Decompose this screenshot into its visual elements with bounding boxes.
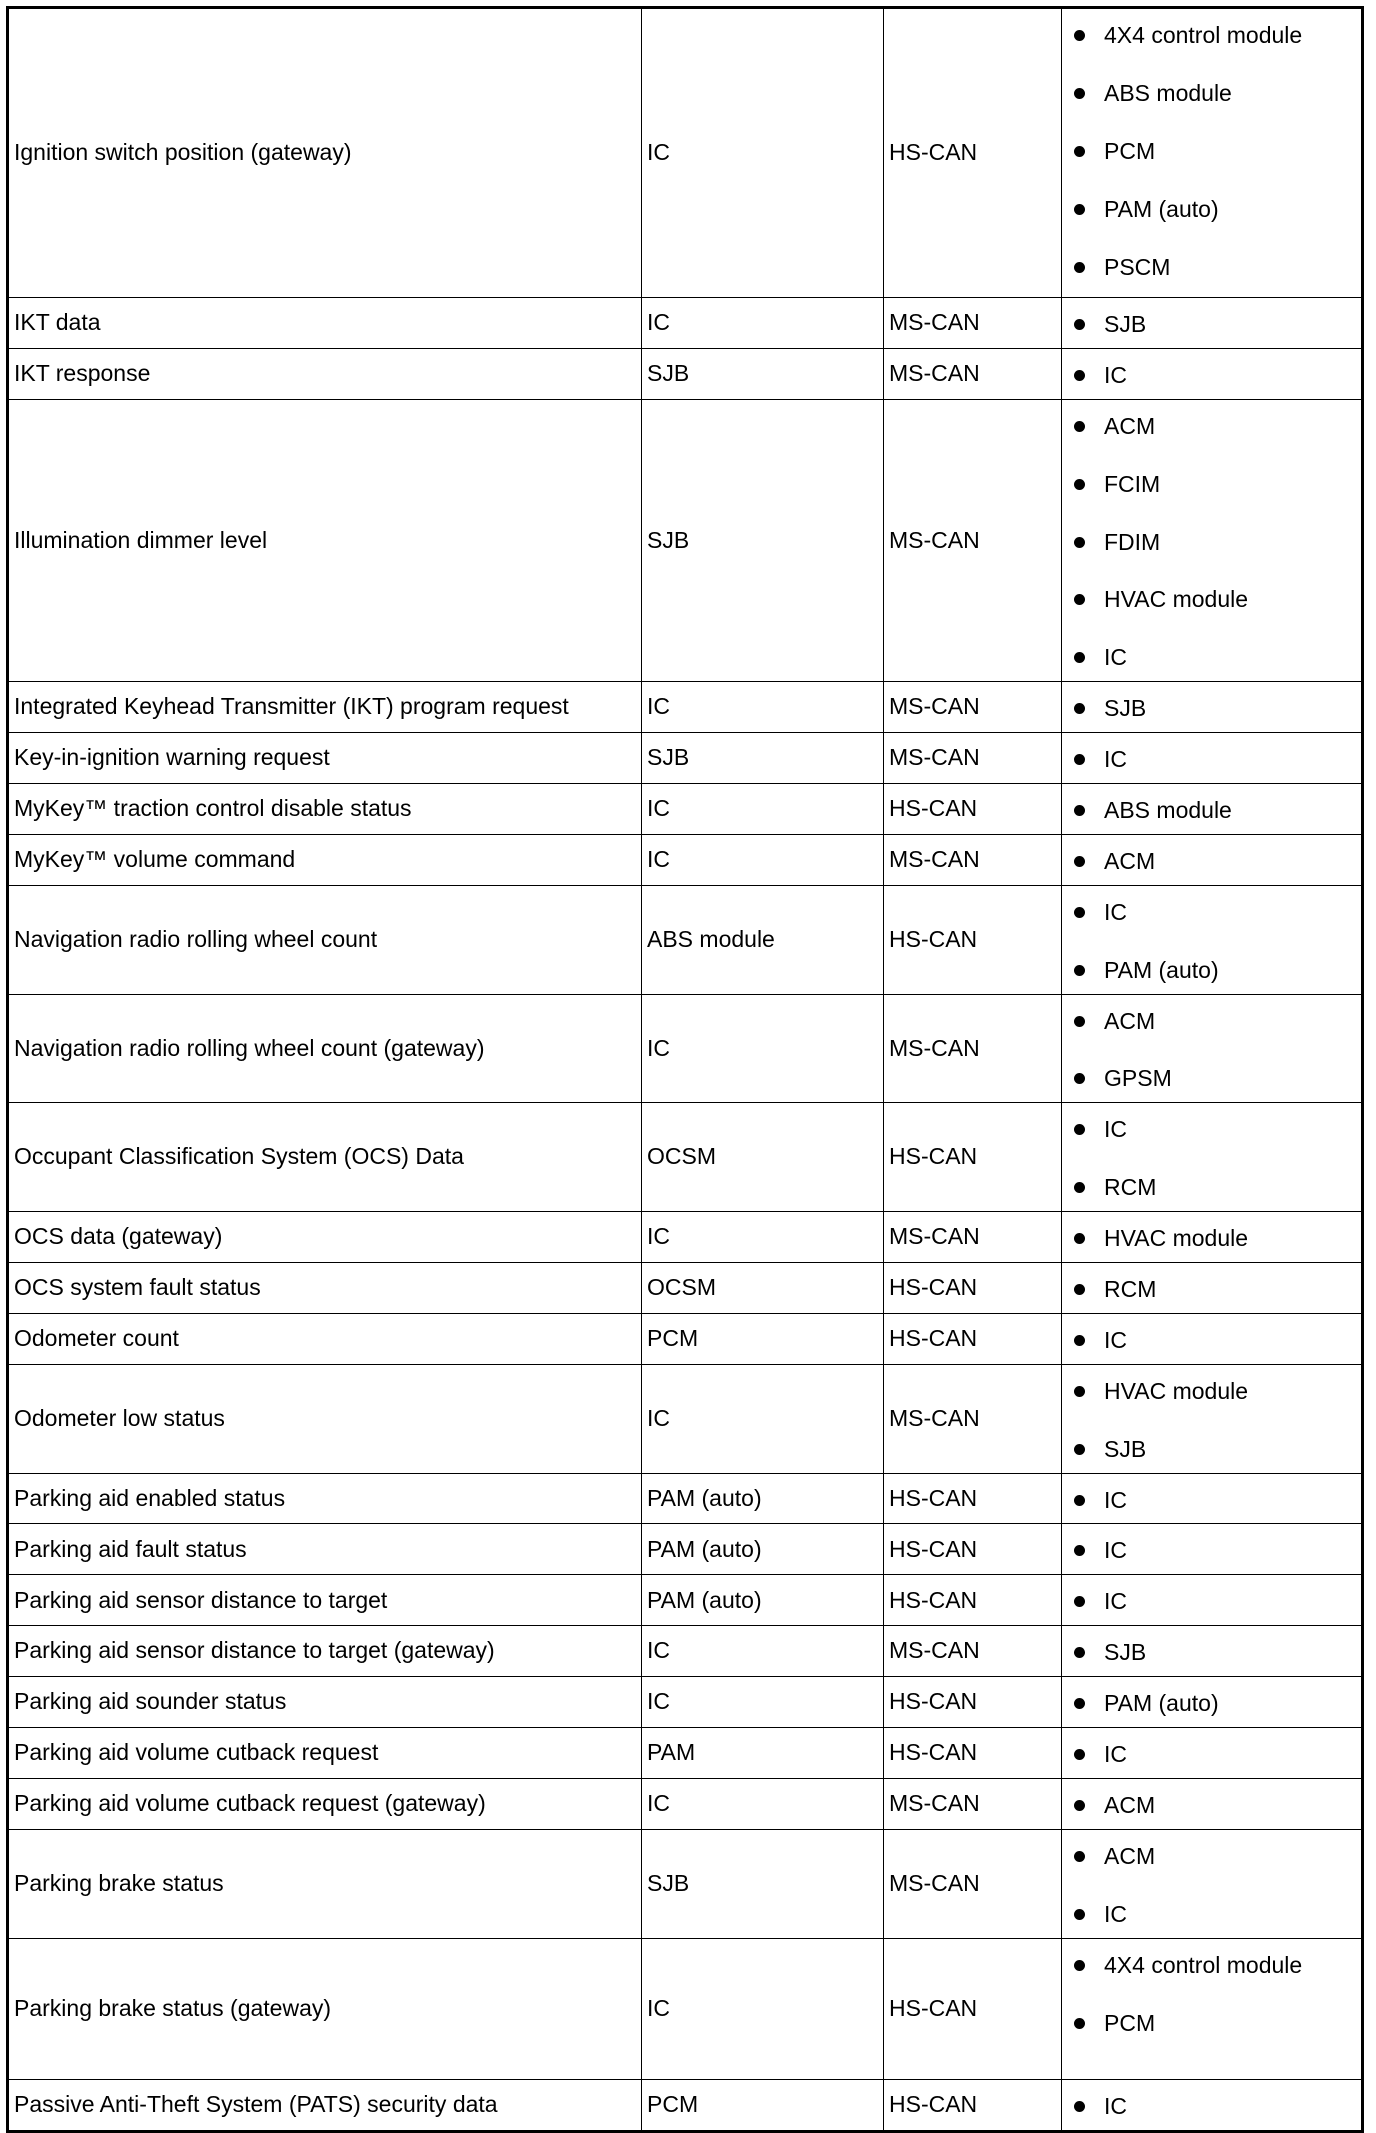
bullet-icon [1074,1800,1085,1811]
bullet-icon [1074,204,1085,215]
receivers-cell [1062,733,1363,784]
network-cell: HS-CAN [884,1263,1062,1314]
receivers-list [1104,1587,1357,1617]
table-row [8,2079,1363,2131]
bullet-icon [1074,479,1085,490]
network-cell: MS-CAN [884,733,1062,784]
receivers-list [1104,1377,1357,1465]
receiver-label: IC [1104,1537,1127,1564]
network-cell: HS-CAN [884,1728,1062,1779]
bullet-icon [1074,805,1085,816]
receiver-item [1104,21,1357,51]
receiver-label: ACM [1104,412,1156,439]
receivers-list [1104,21,1357,282]
receiver-label: IC [1104,644,1127,671]
receiver-label: IC [1104,746,1127,773]
receiver-label: IC [1104,1741,1127,1768]
bullet-icon [1074,1851,1085,1862]
receiver-label: IC [1104,898,1127,925]
table-row [8,682,1363,733]
originator-cell: PAM (auto) [642,1473,884,1524]
originator-cell: SJB [642,1829,884,1938]
network-cell: MS-CAN [884,298,1062,349]
receivers-cell [1062,8,1363,298]
receiver-item [1104,195,1357,225]
receivers-cell [1062,1212,1363,1263]
bullet-icon [1074,1909,1085,1920]
receivers-cell [1062,784,1363,835]
originator-cell: PCM [642,2079,884,2131]
bullet-icon [1074,1749,1085,1760]
bullet-icon [1074,594,1085,605]
message-cell: Navigation radio rolling wheel count (gateway) [8,994,642,1103]
receiver-label: IC [1104,1900,1127,1927]
message-cell: Ignition switch position (gateway) [8,8,642,298]
receivers-cell [1062,1677,1363,1728]
bullet-icon [1074,537,1085,548]
receiver-item [1104,412,1357,442]
originator-cell: IC [642,682,884,733]
receiver-label: PAM (auto) [1104,1690,1219,1717]
bullet-icon [1074,754,1085,765]
table-row [8,1938,1363,2079]
receiver-label: HVAC module [1104,586,1249,613]
bullet-icon [1074,1124,1085,1135]
message-cell: Parking aid volume cutback request [8,1728,642,1779]
originator-cell: IC [642,994,884,1103]
network-cell: MS-CAN [884,1626,1062,1677]
receiver-label: HVAC module [1104,1377,1249,1404]
network-cell: HS-CAN [884,885,1062,994]
message-cell: MyKey™ traction control disable status [8,784,642,835]
bullet-icon [1074,1596,1085,1607]
bullet-icon [1074,1960,1085,1971]
bullet-icon [1074,1386,1085,1397]
table-row [8,733,1363,784]
table-row [8,1524,1363,1575]
table-row [8,1103,1363,1212]
receivers-list [1104,412,1357,673]
receivers-list [1104,1007,1357,1095]
receiver-item [1104,1638,1357,1668]
message-cell: Integrated Keyhead Transmitter (IKT) program request [8,682,642,733]
receiver-item [1104,847,1357,877]
receiver-label: SJB [1104,1639,1147,1666]
receiver-item [1104,1224,1357,1254]
network-cell: MS-CAN [884,1364,1062,1473]
receiver-label: FDIM [1104,528,1161,555]
table-row [8,1364,1363,1473]
network-cell: MS-CAN [884,994,1062,1103]
originator-cell: PAM (auto) [642,1524,884,1575]
network-cell: MS-CAN [884,1778,1062,1829]
receivers-list [1104,1536,1357,1566]
receivers-cell [1062,1938,1363,2079]
message-cell: Parking aid volume cutback request (gateway) [8,1778,642,1829]
receivers-list [1104,1326,1357,1356]
originator-cell: PCM [642,1313,884,1364]
receiver-item [1104,137,1357,167]
originator-cell: SJB [642,399,884,681]
receiver-label: PSCM [1104,253,1171,280]
receiver-label: PCM [1104,2009,1156,2036]
table-row [8,1677,1363,1728]
receivers-cell [1062,1364,1363,1473]
receiver-label: SJB [1104,695,1147,722]
table-row [8,1626,1363,1677]
table-row [8,1313,1363,1364]
receivers-list [1104,1486,1357,1516]
receiver-item [1104,1435,1357,1465]
message-cell: Parking aid sounder status [8,1677,642,1728]
message-cell: IKT response [8,348,642,399]
receiver-item [1104,1842,1357,1872]
originator-cell: SJB [642,348,884,399]
receivers-cell [1062,1778,1363,1829]
message-cell: IKT data [8,298,642,349]
receivers-cell [1062,885,1363,994]
receiver-label: SJB [1104,311,1147,337]
receiver-item [1104,361,1357,391]
receiver-label: 4X4 control module [1104,1951,1303,1978]
receiver-item [1104,1587,1357,1617]
network-cell: MS-CAN [884,834,1062,885]
bullet-icon [1074,262,1085,273]
receivers-list [1104,1842,1357,1930]
receiver-item [1104,1791,1357,1821]
table-row [8,1728,1363,1779]
receiver-item [1104,1689,1357,1719]
network-cell: HS-CAN [884,2079,1062,2131]
message-cell: Navigation radio rolling wheel count [8,885,642,994]
receivers-cell [1062,1829,1363,1938]
receiver-item [1104,2092,1357,2122]
receivers-cell [1062,1473,1363,1524]
originator-cell: PAM [642,1728,884,1779]
receiver-item [1104,1064,1357,1094]
receivers-list [1104,2092,1357,2122]
bullet-icon [1074,1284,1085,1295]
bullet-icon [1074,1647,1085,1658]
network-cell: MS-CAN [884,682,1062,733]
receiver-item [1104,956,1357,986]
network-cell: HS-CAN [884,8,1062,298]
bullet-icon [1074,703,1085,714]
receiver-item [1104,1115,1357,1145]
receiver-label: ABS module [1104,797,1232,824]
receiver-label: IC [1104,1588,1127,1615]
receivers-cell [1062,399,1363,681]
receiver-item [1104,898,1357,928]
receiver-item [1104,1486,1357,1516]
receiver-label: RCM [1104,1276,1157,1303]
message-cell: Parking brake status (gateway) [8,1938,642,2079]
message-cell: Odometer count [8,1313,642,1364]
receiver-item [1104,528,1357,558]
receiver-label: GPSM [1104,1065,1172,1092]
receiver-label: PAM (auto) [1104,195,1219,222]
receiver-item [1104,1740,1357,1770]
network-cell: HS-CAN [884,1938,1062,2079]
receivers-list [1104,310,1357,340]
originator-cell: IC [642,834,884,885]
bullet-icon [1074,370,1085,381]
receiver-label: PCM [1104,137,1156,164]
bullet-icon [1074,146,1085,157]
network-cell: MS-CAN [884,1212,1062,1263]
receiver-label: FCIM [1104,470,1161,497]
receiver-item [1104,1951,1357,1981]
originator-cell: SJB [642,733,884,784]
receivers-list [1104,898,1357,986]
receivers-list [1104,1740,1357,1770]
originator-cell: IC [642,1938,884,2079]
bullet-icon [1074,652,1085,663]
network-cell: HS-CAN [884,1313,1062,1364]
table-row [8,1778,1363,1829]
receivers-cell [1062,1263,1363,1314]
receivers-list [1104,847,1357,877]
network-cell: HS-CAN [884,1473,1062,1524]
receiver-item [1104,1326,1357,1356]
bullet-icon [1074,30,1085,41]
receiver-item [1104,79,1357,109]
receivers-cell [1062,834,1363,885]
network-cell: MS-CAN [884,348,1062,399]
receiver-label: PAM (auto) [1104,956,1219,983]
bullet-icon [1074,1495,1085,1506]
receivers-list [1104,1951,1357,2039]
table-row [8,834,1363,885]
message-cell: Parking aid sensor distance to target [8,1575,642,1626]
receiver-item [1104,1275,1357,1305]
receiver-item [1104,1173,1357,1203]
receivers-list [1104,745,1357,775]
message-cell: OCS system fault status [8,1263,642,1314]
receiver-label: 4X4 control module [1104,22,1303,48]
bullet-icon [1074,856,1085,867]
receiver-label: IC [1104,1326,1127,1353]
receiver-label: HVAC module [1104,1225,1249,1252]
receivers-cell [1062,1313,1363,1364]
bullet-icon [1074,1444,1085,1455]
receiver-label: RCM [1104,1174,1157,1201]
bullet-icon [1074,965,1085,976]
bullet-icon [1074,421,1085,432]
message-cell: Occupant Classification System (OCS) Data [8,1103,642,1212]
receiver-item [1104,1007,1357,1037]
network-cell: HS-CAN [884,1677,1062,1728]
receiver-item [1104,470,1357,500]
receivers-list [1104,694,1357,724]
receivers-list [1104,796,1357,826]
receiver-item [1104,253,1357,283]
receivers-list [1104,361,1357,391]
network-cell: HS-CAN [884,1575,1062,1626]
receivers-list [1104,1275,1357,1305]
receiver-label: IC [1104,1486,1127,1513]
receivers-cell [1062,682,1363,733]
table-row [8,784,1363,835]
originator-cell: IC [642,1212,884,1263]
table-row [8,885,1363,994]
receiver-item [1104,585,1357,615]
originator-cell: IC [642,784,884,835]
receiver-item [1104,643,1357,673]
table-row [8,1212,1363,1263]
bullet-icon [1074,1073,1085,1084]
table-row [8,298,1363,349]
receiver-item [1104,745,1357,775]
network-cell: HS-CAN [884,1524,1062,1575]
receiver-label: IC [1104,2092,1127,2119]
originator-cell: IC [642,1677,884,1728]
receivers-cell [1062,994,1363,1103]
receiver-item [1104,1536,1357,1566]
receiver-item [1104,1377,1357,1407]
table-row [8,348,1363,399]
receivers-cell [1062,1524,1363,1575]
message-cell: OCS data (gateway) [8,1212,642,1263]
receiver-item [1104,694,1357,724]
table-row [8,1829,1363,1938]
bullet-icon [1074,907,1085,918]
receivers-cell [1062,1626,1363,1677]
network-cell: HS-CAN [884,784,1062,835]
message-cell: Parking brake status [8,1829,642,1938]
receivers-cell [1062,348,1363,399]
originator-cell: IC [642,8,884,298]
message-cell: Key-in-ignition warning request [8,733,642,784]
table-row [8,1263,1363,1314]
originator-cell: IC [642,1778,884,1829]
receiver-label: SJB [1104,1435,1147,1462]
originator-cell: IC [642,1364,884,1473]
bullet-icon [1074,2101,1085,2112]
receiver-label: ACM [1104,1842,1156,1869]
bullet-icon [1074,1545,1085,1556]
receivers-list [1104,1689,1357,1719]
receivers-list [1104,1115,1357,1203]
message-cell: Odometer low status [8,1364,642,1473]
originator-cell: OCSM [642,1103,884,1212]
receiver-label: ACM [1104,1791,1156,1818]
originator-cell: IC [642,298,884,349]
receivers-cell [1062,1575,1363,1626]
network-message-table [6,6,1364,2133]
bullet-icon [1074,1016,1085,1027]
receivers-cell [1062,1103,1363,1212]
message-cell: Parking aid fault status [8,1524,642,1575]
network-cell: MS-CAN [884,1829,1062,1938]
bullet-icon [1074,1698,1085,1709]
originator-cell: PAM (auto) [642,1575,884,1626]
bullet-icon [1074,1182,1085,1193]
bullet-icon [1074,88,1085,99]
table-row [8,8,1363,298]
bullet-icon [1074,319,1085,330]
receivers-cell [1062,1728,1363,1779]
originator-cell: OCSM [642,1263,884,1314]
bullet-icon [1074,1233,1085,1244]
table-row [8,994,1363,1103]
table-row [8,399,1363,681]
originator-cell: ABS module [642,885,884,994]
message-cell: Illumination dimmer level [8,399,642,681]
receiver-item [1104,2009,1357,2039]
table-row [8,1473,1363,1524]
receiver-label: IC [1104,361,1127,388]
receivers-cell [1062,298,1363,349]
message-cell: Parking aid enabled status [8,1473,642,1524]
receivers-list [1104,1791,1357,1821]
bullet-icon [1074,1335,1085,1346]
receiver-item [1104,310,1357,340]
message-cell: Parking aid sensor distance to target (gateway) [8,1626,642,1677]
receiver-label: ABS module [1104,79,1232,106]
table-body [8,8,1363,2132]
receivers-list [1104,1224,1357,1254]
network-cell: HS-CAN [884,1103,1062,1212]
network-cell: MS-CAN [884,399,1062,681]
receiver-item [1104,1900,1357,1930]
receiver-item [1104,796,1357,826]
receiver-label: IC [1104,1116,1127,1143]
receiver-label: ACM [1104,1007,1156,1034]
receivers-list [1104,1638,1357,1668]
receivers-cell [1062,2079,1363,2131]
message-cell: MyKey™ volume command [8,834,642,885]
originator-cell: IC [642,1626,884,1677]
table-row [8,1575,1363,1626]
bullet-icon [1074,2018,1085,2029]
message-cell: Passive Anti-Theft System (PATS) security data [8,2079,642,2131]
receiver-label: ACM [1104,847,1156,874]
